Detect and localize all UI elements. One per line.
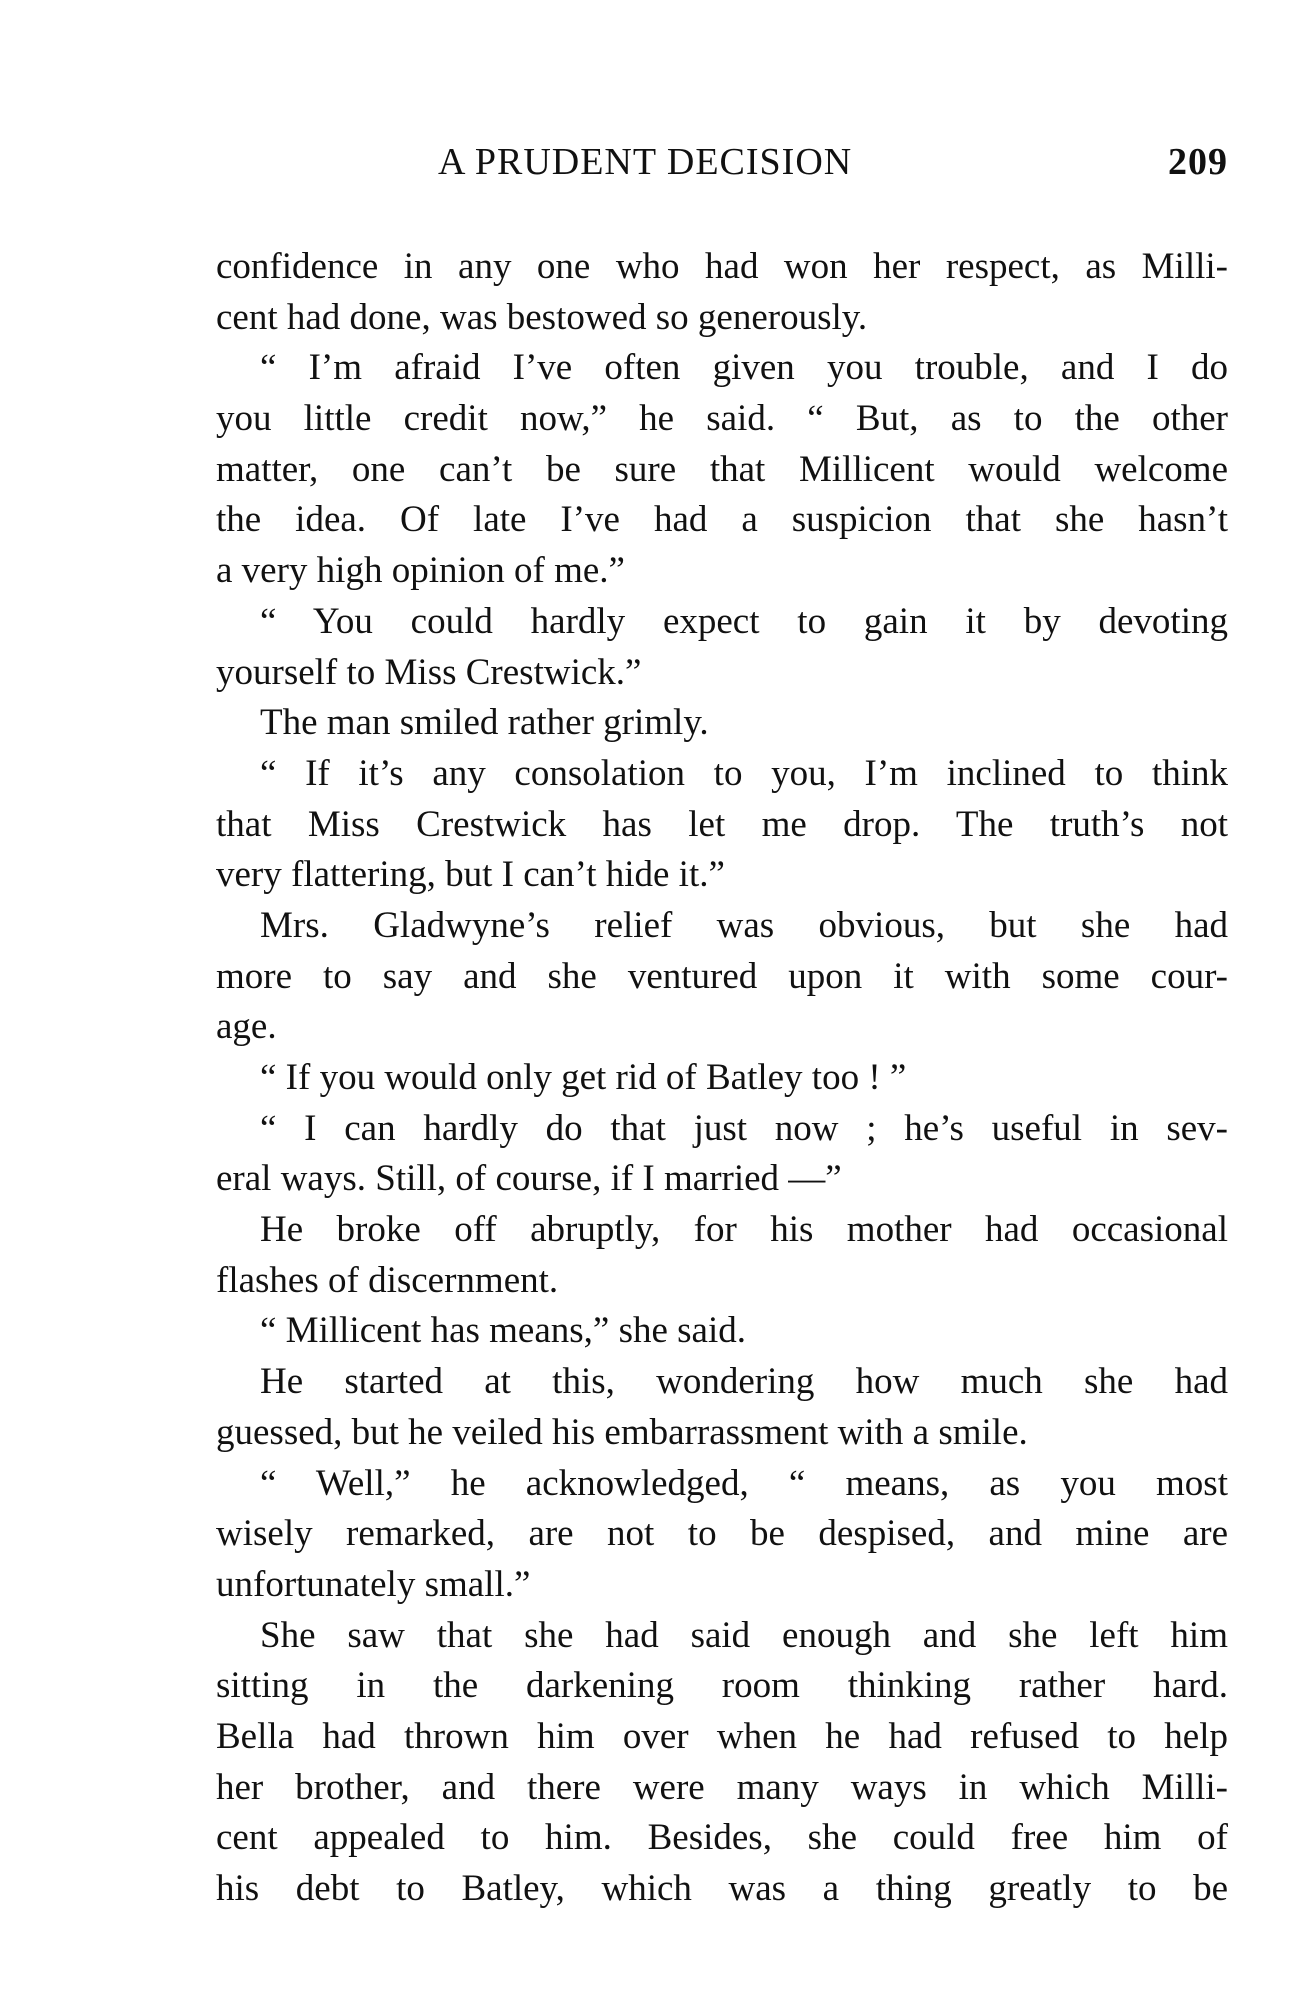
text-line: more to say and she ventured upon it with some cour- bbox=[216, 955, 1228, 997]
text-line: “ If you would only get rid of Batley too ! ” bbox=[260, 1057, 907, 1098]
text-line: yourself to Miss Crestwick.” bbox=[216, 651, 642, 693]
text-line: his debt to Batley, which was a thing greatly to be bbox=[216, 1868, 1228, 1909]
text-line: “ I’m afraid I’ve often given you trouble, and I do bbox=[260, 347, 1228, 389]
running-title: A PRUDENT DECISION bbox=[438, 141, 853, 183]
text-line: a very high opinion of me.” bbox=[216, 550, 625, 592]
text-line: Mrs. Gladwyne’s relief was obvious, but she had bbox=[260, 904, 1228, 946]
text-line: confidence in any one who had won her respect, as Milli- bbox=[216, 246, 1228, 287]
text-line: cent appealed to him. Besides, she could free him of bbox=[216, 1817, 1228, 1859]
text-line: unfortunately small.” bbox=[216, 1563, 531, 1605]
text-line: “ Millicent has means,” she said. bbox=[260, 1310, 747, 1352]
text-line: very flattering, but I can’t hide it.” bbox=[216, 854, 725, 896]
text-line: The man smiled rather grimly. bbox=[260, 702, 709, 744]
text-line: “ If it’s any consolation to you, I’m inclined to think bbox=[260, 752, 1228, 794]
text-line: She saw that she had said enough and she left him bbox=[260, 1614, 1228, 1656]
text-line: “ Well,” he acknowledged, “ means, as you most bbox=[260, 1462, 1228, 1504]
text-line: wisely remarked, are not to be despised, and mine are bbox=[216, 1513, 1228, 1555]
text-line: that Miss Crestwick has let me drop. The truth’s not bbox=[216, 803, 1228, 845]
text-line: you little credit now,” he said. “ But, as to the other bbox=[216, 398, 1228, 440]
text-line: flashes of discernment. bbox=[216, 1259, 559, 1301]
text-line: Bella had thrown him over when he had refused to help bbox=[216, 1715, 1228, 1757]
text-line: sitting in the darkening room thinking rather hard. bbox=[216, 1665, 1228, 1707]
text-line: her brother, and there were many ways in which Milli- bbox=[216, 1766, 1228, 1808]
running-head bbox=[216, 140, 1228, 196]
text-line: “ I can hardly do that just now ; he’s useful in sev- bbox=[260, 1107, 1228, 1149]
text-line: “ You could hardly expect to gain it by devoting bbox=[260, 600, 1228, 642]
text-line: the idea. Of late I’ve had a suspicion that she hasn’t bbox=[216, 499, 1228, 541]
text-line: cent had done, was bestowed so generously. bbox=[216, 296, 868, 338]
page-number: 209 bbox=[1168, 141, 1228, 183]
text-line: matter, one can’t be sure that Millicent would welcome bbox=[216, 448, 1228, 490]
text-line: age. bbox=[216, 1006, 277, 1048]
text-line: guessed, but he veiled his embarrassment with a smile. bbox=[216, 1411, 1028, 1453]
text-line: He broke off abruptly, for his mother had occasional bbox=[260, 1209, 1228, 1251]
text-line: eral ways. Still, of course, if I married —” bbox=[216, 1158, 842, 1200]
text-line: He started at this, wondering how much she had bbox=[260, 1361, 1228, 1403]
body-text bbox=[216, 242, 1228, 1915]
